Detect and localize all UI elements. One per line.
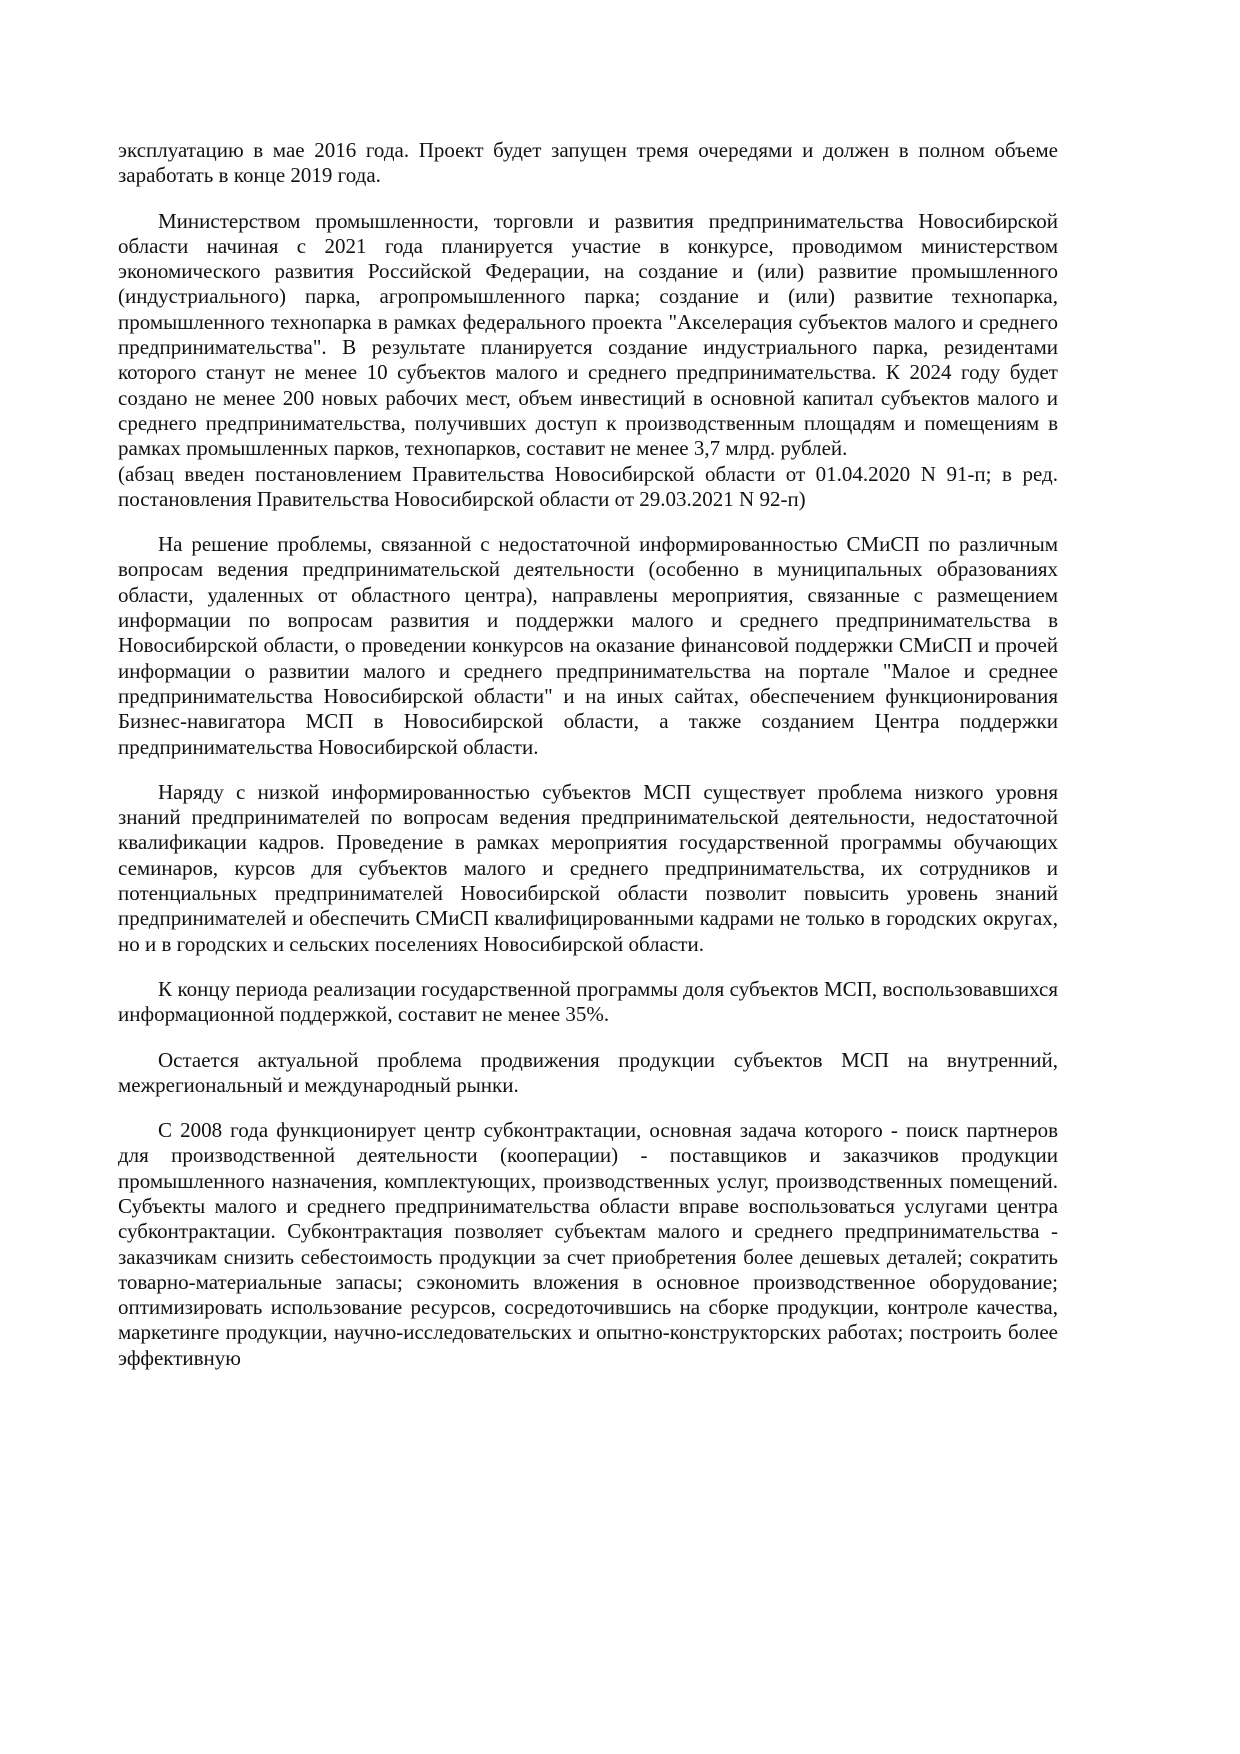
paragraph-amendment-note: (абзац введен постановлением Правительства Новосибирской области от 01.04.2020 N 91-п; в ред. постановления Правительства Новосибирской области от 29.03.2021 N 92-п) — [118, 461, 1058, 511]
paragraph-industrial-park: Министерством промышленности, торговли и развития предпринимательства Новосибирской области начиная с 2021 года планируется участие в конкурсе, проводимом министерством экономического развития Российской Федерации, на создание и (или) развитие промышленного (индустриального) парка, агропромышленного парка; создание и (или) развитие технопарка, промышленного технопарка в рамках федерального проекта "Акселерация субъектов малого и среднего предпринимательства". В результате планируется создание индустриального парка, резидентами которого станут не менее 10 субъектов малого и среднего предпринимательства. К 2024 году будет создано не менее 200 новых рабочих мест, объем инвестиций в основной капитал субъектов малого и среднего предпринимательства, получивших доступ к производственным площадям и помещениям в рамках промышленных парков, технопарков, составит не менее 3,7 млрд. рублей. — [118, 208, 1058, 461]
paragraph-project-launch: эксплуатацию в мае 2016 года. Проект будет запущен тремя очередями и должен в полном объеме заработать в конце 2019 года. — [118, 138, 1058, 188]
document-page — [118, 138, 1058, 1371]
paragraph-subcontracting: С 2008 года функционирует центр субконтрактации, основная задача которого - поиск партнеров для производственной деятельности (кооперации) - поставщиков и заказчиков продукции промышленного назначения, комплектующих, производственных услуг, производственных помещений. Субъекты малого и среднего предпринимательства области вправе воспользоваться услугами центра субконтрактации. Субконтрактация позволяет субъектам малого и среднего предпринимательства - заказчикам снизить себестоимость продукции за счет приобретения более дешевых деталей; сократить товарно-материальные запасы; сэкономить вложения в основное производственное оборудование; оптимизировать использование ресурсов, сосредоточившись на сборке продукции, контроле качества, маркетинге продукции, научно-исследовательских и опытно-конструкторских работах; построить более эффективную — [118, 1118, 1058, 1370]
paragraph-information-support: На решение проблемы, связанной с недостаточной информированностью СМиСП по различным вопросам ведения предпринимательской деятельности (особенно в муниципальных образованиях области, удаленных от областного центра), направлены мероприятия, связанные с размещением информации по вопросам развития и поддержки малого и среднего предпринимательства в Новосибирской области, о проведении конкурсов на оказание финансовой поддержки СМиСП и прочей информации о развитии малого и среднего предпринимательства на портале "Малое и среднее предпринимательства Новосибирской области" и на иных сайтах, обеспечением функционирования Бизнес-навигатора МСП в Новосибирской области, а также созданием Центра поддержки предпринимательства Новосибирской области. — [118, 532, 1058, 759]
paragraph-training: Наряду с низкой информированностью субъектов МСП существует проблема низкого уровня знаний предпринимателей по вопросам ведения предпринимательской деятельности, недостаточной квалификации кадров. Проведение в рамках мероприятия государственной программы обучающих семинаров, курсов для субъектов малого и среднего предпринимательства, их сотрудников и потенциальных предпринимателей Новосибирской области позволит повысить уровень знаний предпринимателей и обеспечить СМиСП квалифицированными кадрами не только в городских округах, но и в городских и сельских поселениях Новосибирской области. — [118, 779, 1058, 956]
paragraph-market-promotion: Остается актуальной проблема продвижения продукции субъектов МСП на внутренний, межрегиональный и международный рынки. — [118, 1047, 1058, 1097]
paragraph-target-share: К концу периода реализации государственной программы доля субъектов МСП, воспользовавшихся информационной поддержкой, составит не менее 35%. — [118, 976, 1058, 1027]
